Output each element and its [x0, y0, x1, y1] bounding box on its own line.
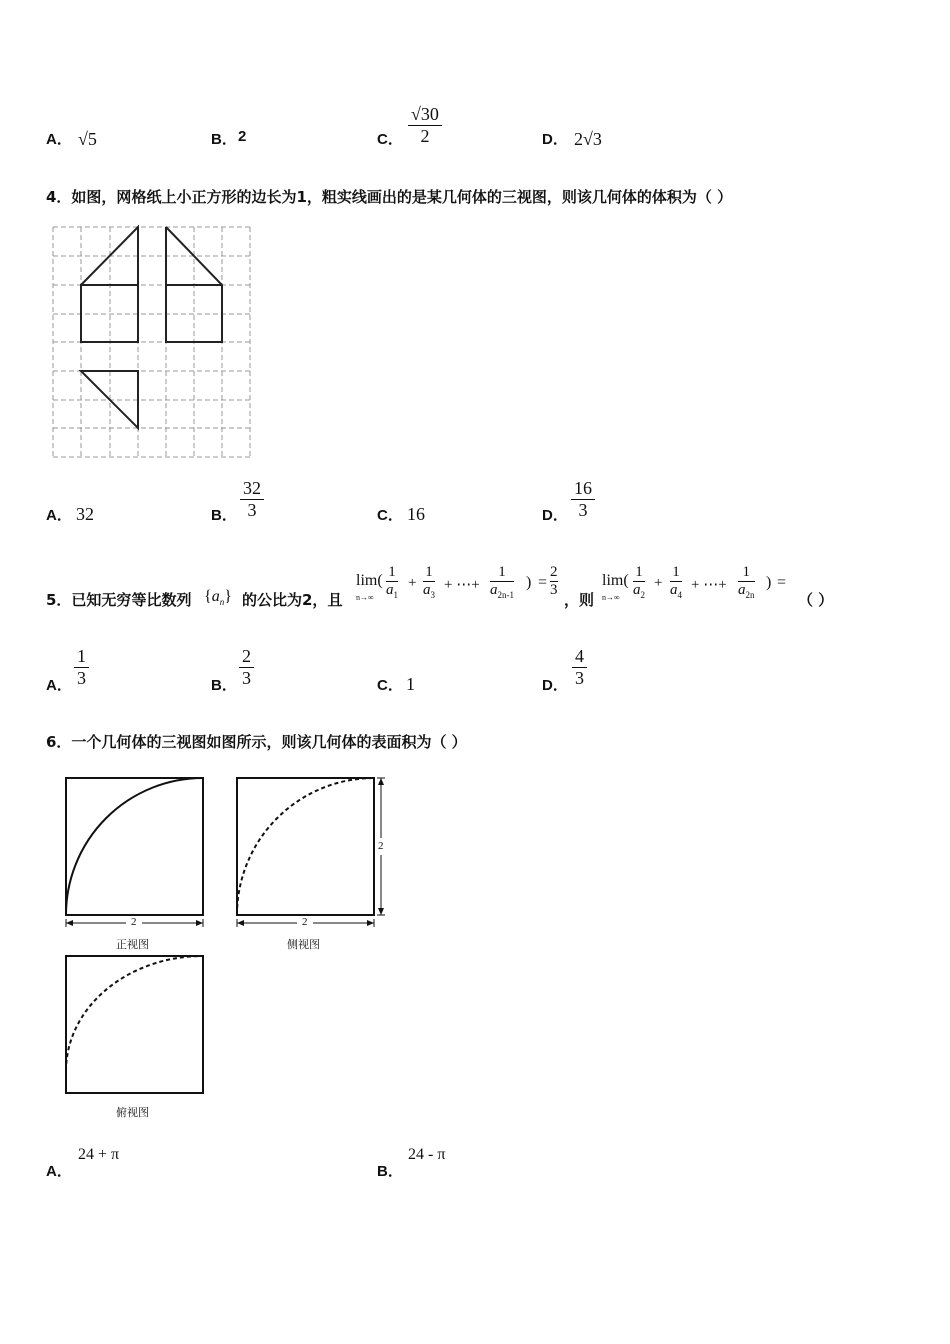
fraction-denominator: 3 — [242, 667, 251, 688]
q5-option-d-fraction — [572, 646, 587, 688]
q6-front-dim: 2 — [131, 916, 137, 928]
q3-option-a-value: √5 — [78, 129, 97, 149]
q5-sub-4: 4 — [677, 589, 682, 600]
q5-plus-2: + — [654, 575, 663, 591]
q5-lim-word: lim — [356, 572, 378, 589]
q6-side-dim-height: 2 — [378, 840, 384, 852]
q6-top-caption: 俯视图 — [116, 1106, 149, 1119]
q5-frac-a1: 1 $a_1$ — [386, 564, 398, 600]
q3-option-c-fraction — [408, 104, 442, 146]
q3-option-d-value: 2√3 — [574, 129, 602, 149]
q6-top-view — [62, 953, 208, 1098]
q5-option-c-label[interactable]: C． — [377, 677, 403, 694]
q4-stem: 4．如图，网格纸上小正方形的边长为1，粗实线画出的是某几何体的三视图，则该几何体的体积为（ ） — [46, 188, 733, 206]
q5-option-d-label[interactable]: D． — [542, 677, 568, 694]
q5-result-fraction — [550, 564, 558, 598]
q5-lim-1: lim( — [356, 572, 383, 589]
q5-options — [0, 640, 950, 700]
q5-stem — [46, 562, 946, 618]
q5-dots-2: + ⋯+ — [691, 577, 727, 593]
q3-option-b-label[interactable]: B． — [211, 131, 237, 148]
q5-option-a-fraction — [74, 646, 89, 688]
q5-frac-a2: 1 $a_2$ — [633, 564, 645, 600]
q5-close-paren-1: ) — [526, 574, 532, 591]
q3-options — [0, 0, 950, 160]
q5-seq-subscript: n — [219, 597, 225, 608]
q5-stem-middle: 的公比为2，且 — [242, 591, 343, 609]
fraction-denominator: 3 — [77, 667, 86, 688]
q5-frac-a2n: 1 $a_{2n}$ — [738, 564, 755, 600]
q5-answer-paren: （ ） — [798, 591, 834, 609]
q5-sub-2: 2 — [640, 589, 645, 600]
q6-option-a-label[interactable]: A． — [46, 1163, 72, 1180]
fraction-numerator: 1 — [425, 564, 433, 580]
fraction-denominator: 3 — [578, 499, 588, 520]
q5-option-c-value: 1 — [406, 674, 415, 694]
fraction-numerator: 1 — [388, 564, 396, 580]
fraction-numerator: 1 — [498, 564, 506, 580]
fraction-numerator: 2 — [550, 564, 558, 580]
q5-equals: = — [538, 574, 548, 591]
q3-option-c-label[interactable]: C． — [377, 131, 403, 148]
q6-option-b-value: 24 - π — [408, 1146, 446, 1163]
q5-then: ，则 — [564, 591, 595, 609]
q5-lim-2: lim( — [602, 572, 629, 589]
fraction-numerator: 32 — [243, 478, 261, 498]
fraction-numerator: 4 — [575, 646, 584, 666]
q5-option-b-fraction — [239, 646, 254, 688]
q4-option-d-label[interactable]: D． — [542, 507, 568, 524]
q5-sub-last: 2n-1 — [497, 589, 514, 600]
q5-lim-under-2: n→∞ — [602, 593, 620, 602]
q3-option-a-label[interactable]: A． — [46, 131, 72, 148]
q3-option-d-label[interactable]: D． — [542, 131, 568, 148]
fraction-numerator: 16 — [574, 478, 592, 498]
q5-seq-symbol: a — [211, 588, 220, 605]
q5-frac-a4: 1 $a_4$ — [670, 564, 682, 600]
q4-three-view-grid — [50, 224, 254, 460]
q6-front-caption: 正视图 — [116, 938, 149, 951]
q6-option-a-value: 24 + π — [78, 1146, 120, 1163]
q3-option-b-value: 2 — [238, 128, 247, 145]
q4-option-c-label[interactable]: C． — [377, 507, 403, 524]
q6-stem: 6．一个几何体的三视图如图所示，则该几何体的表面积为（ ） — [46, 733, 467, 751]
fraction-numerator: 1 — [742, 564, 750, 580]
fraction-denominator: 3 — [575, 667, 584, 688]
q5-lim-under-1: n→∞ — [356, 593, 374, 602]
q5-close-paren-2: ) — [766, 574, 772, 591]
q6-option-b-label[interactable]: B． — [377, 1163, 403, 1180]
q4-options — [0, 470, 950, 530]
fraction-numerator: √30 — [411, 104, 439, 124]
fraction-numerator: 1 — [635, 564, 643, 580]
q5-option-a-label[interactable]: A． — [46, 677, 72, 694]
fraction-denominator: 3 — [550, 581, 558, 598]
q5-lim-word-2: lim — [602, 572, 624, 589]
q4-option-a-label[interactable]: A． — [46, 507, 72, 524]
q5-dots-1: + ⋯+ — [444, 577, 480, 593]
q4-option-a-value: 32 — [76, 504, 94, 524]
fraction-numerator: 2 — [242, 646, 251, 666]
q5-option-b-label[interactable]: B． — [211, 677, 237, 694]
fraction-numerator: 1 — [672, 564, 680, 580]
q5-frac-a2n-1: 1 $a_{2n-1}$ — [490, 564, 514, 600]
fraction-denominator: 3 — [247, 499, 257, 520]
q6-options — [0, 1140, 950, 1190]
q4-option-b-label[interactable]: B． — [211, 507, 237, 524]
q5-sub-3: 3 — [430, 589, 435, 600]
q6-front-view — [62, 775, 208, 930]
q5-frac-a3: 1 $a_3$ — [423, 564, 435, 600]
q5-sub-1: 1 — [393, 589, 398, 600]
q6-side-dim-width: 2 — [302, 916, 308, 928]
q6-side-view — [233, 775, 388, 930]
fraction-denominator: 2 — [420, 125, 430, 146]
q5-sub-last-2: 2n — [745, 589, 755, 600]
q4-option-c-value: 16 — [407, 504, 425, 524]
q5-sequence: $\{a_n\}$ — [204, 588, 232, 608]
q5-plus-1: + — [408, 575, 417, 591]
q5-stem-prefix: 5．已知无穷等比数列 — [46, 591, 192, 609]
q6-side-caption: 侧视图 — [287, 938, 320, 951]
q5-tail-equals: = — [777, 574, 787, 591]
q4-option-b-fraction — [240, 478, 264, 520]
fraction-numerator: 1 — [77, 646, 86, 666]
q4-option-d-fraction — [571, 478, 595, 520]
